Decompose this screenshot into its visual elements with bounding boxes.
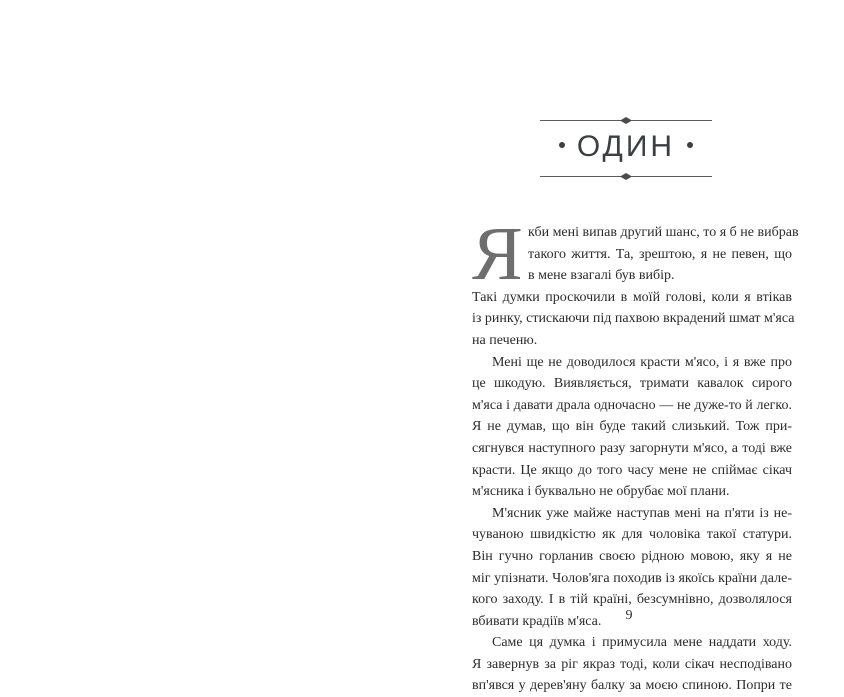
text-line: красти. Це якщо до того часу мене не спіймає сікач bbox=[472, 462, 792, 478]
text-line: на печеню. bbox=[472, 332, 538, 348]
text-line: такого життя. Та, зрештою, я не певен, що bbox=[528, 246, 792, 262]
text-line: м'ясника і буквально не обрубає мої плани. bbox=[472, 484, 730, 500]
text-line: це шкодую. Виявляється, тримати кавалок сирого bbox=[472, 376, 792, 392]
chapter-heading bbox=[540, 117, 712, 181]
text-line: із ринку, стискаючи під пахвою вкрадений шмат м'яса bbox=[472, 311, 795, 327]
text-line: сягнувся наступного разу загорнути м'ясо, а тоді вже bbox=[472, 440, 792, 456]
text-line: в мене взагалі був вибір. bbox=[528, 268, 675, 284]
text-line: Саме ця думка і примусила мене наддати ходу. bbox=[492, 635, 792, 651]
text-line: М'ясник уже майже наступав мені на п'яти із не- bbox=[492, 505, 792, 521]
text-line: Мені ще не доводилося красти м'ясо, і я вже про bbox=[492, 354, 792, 370]
text-line: Я завернув за ріг якраз тоді, коли сікач несподівано bbox=[472, 656, 792, 672]
text-line: міг упізнати. Чолов'яга походив із якоїсь країни дале- bbox=[472, 570, 792, 586]
bullet-dot-icon bbox=[559, 142, 565, 148]
text-line: чуваною швидкістю як для чоловіка такої статури. bbox=[472, 527, 792, 543]
text-line: вбивати крадіїв м'яса. bbox=[472, 613, 602, 629]
bullet-dot-icon bbox=[687, 142, 693, 148]
text-line: Я не думав, що він буде такий слизький. Тож при- bbox=[472, 419, 792, 435]
bottom-ornament-rule bbox=[540, 173, 712, 180]
ornament-diamond-icon bbox=[620, 173, 632, 180]
ornament-diamond-icon bbox=[620, 117, 632, 124]
text-line: Він гучно горланив своєю рідною мовою, яку я не bbox=[472, 548, 792, 564]
text-line: Такі думки проскочили в моїй голові, коли я втікав bbox=[472, 289, 792, 305]
text-line: вп'явся у дерев'яну балку за моєю спиною. Попри те bbox=[472, 678, 792, 694]
body-text bbox=[472, 212, 799, 697]
top-ornament-rule bbox=[540, 117, 712, 124]
chapter-title: ОДИН bbox=[576, 130, 676, 163]
drop-cap: Я bbox=[472, 212, 523, 296]
chapter-title-row bbox=[540, 132, 712, 162]
page-number: 9 bbox=[625, 608, 633, 623]
text-line: кого заходу. І в тій країні, безсумнівно, дозволялося bbox=[472, 592, 792, 608]
text-line: кби мені випав другий шанс, то я б не вибрав bbox=[528, 225, 799, 240]
text-line: м'яса і давати драла одночасно — не дуже-то й легко. bbox=[472, 397, 792, 413]
